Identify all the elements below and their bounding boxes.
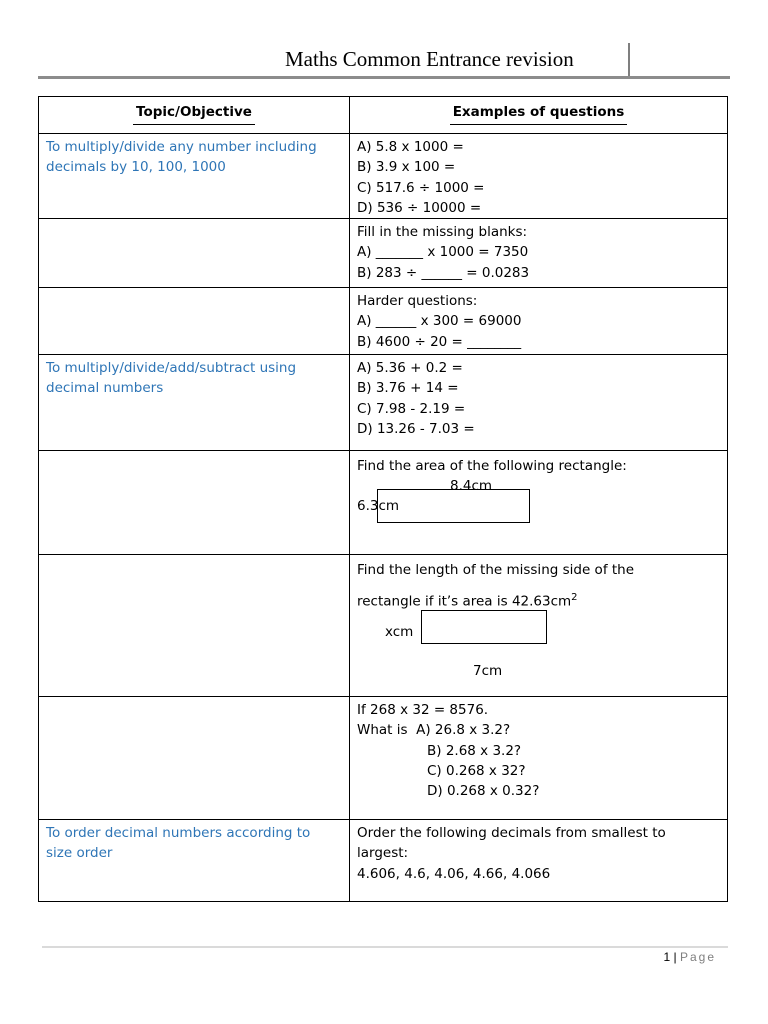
- page-number: 1: [663, 950, 671, 964]
- topic-cell: [39, 219, 350, 288]
- topic-cell: [39, 451, 350, 555]
- topic-cell: [39, 355, 350, 451]
- page-footer: [663, 950, 716, 964]
- question-line: D) 13.26 - 7.03 =: [357, 421, 475, 438]
- topic-cell: [39, 134, 350, 219]
- topic-cell: [39, 820, 350, 902]
- question-line: Order the following decimals from smallest to: [357, 825, 666, 842]
- question-line: B) 283 ÷ ______ = 0.0283: [357, 264, 530, 281]
- question-line: B) 3.76 + 14 =: [357, 380, 459, 397]
- question-line: largest:: [357, 845, 409, 862]
- question-line: A) 5.8 x 1000 =: [357, 139, 464, 155]
- topic-text: decimal numbers: [46, 380, 164, 397]
- table-row: [39, 288, 728, 355]
- table-row: [39, 555, 728, 697]
- superscript-squared: 2: [571, 592, 578, 604]
- question-line: C) 0.268 x 32?: [427, 763, 526, 780]
- footer-separator: |: [673, 950, 677, 964]
- table-row: [39, 355, 728, 451]
- header-divider: [628, 43, 630, 77]
- questions-cell: [350, 555, 728, 697]
- rectangle-diagram: [421, 610, 547, 644]
- topic-text: To order decimal numbers according to: [46, 825, 311, 842]
- question-line: Find the length of the missing side of the: [357, 562, 635, 579]
- question-line: Harder questions:: [357, 293, 478, 310]
- questions-cell: [350, 820, 728, 902]
- topic-text: decimals by 10, 100, 1000: [46, 159, 226, 176]
- rectangle-width-label: 7cm: [473, 663, 503, 680]
- questions-cell: [350, 355, 728, 451]
- document-title: Maths Common Entrance revision: [285, 47, 574, 71]
- question-line: Fill in the missing blanks:: [357, 224, 528, 241]
- table-row: [39, 134, 728, 219]
- page-label: Page: [679, 950, 716, 964]
- question-line: If 268 x 32 = 8576.: [357, 702, 489, 719]
- revision-table: [38, 96, 728, 902]
- question-line: D) 0.268 x 0.32?: [427, 783, 540, 800]
- question-line: C) 517.6 ÷ 1000 =: [357, 179, 485, 196]
- question-line: A) ______ x 300 = 69000: [357, 313, 522, 330]
- question-line: A) _______ x 1000 = 7350: [357, 244, 529, 261]
- question-line: B) 2.68 x 3.2?: [427, 742, 522, 759]
- rectangle-width-label: 8.4cm: [450, 478, 493, 495]
- questions-cell: [350, 697, 728, 820]
- question-line: A) 5.36 + 0.2 =: [357, 360, 463, 377]
- question-line: Find the area of the following rectangle:: [357, 458, 627, 475]
- question-line: rectangle if it’s area is $42.63cm^2$: [357, 592, 578, 610]
- rectangle-diagram: [377, 489, 530, 523]
- question-line: What is A) 26.8 x 3.2?: [357, 722, 511, 739]
- questions-cell: [350, 288, 728, 355]
- rectangle-height-label: xcm: [385, 624, 414, 641]
- topic-text: To multiply/divide/add/subtract using: [46, 360, 297, 377]
- rectangle-height-label: 6.3cm: [357, 498, 400, 515]
- question-line: B) 4600 ÷ 20 = ________: [357, 333, 522, 350]
- table-row: [39, 451, 728, 555]
- column-header-examples: Examples of questions: [350, 97, 728, 134]
- topic-cell: [39, 555, 350, 697]
- topic-cell: [39, 697, 350, 820]
- question-line: C) 7.98 - 2.19 =: [357, 400, 466, 417]
- table-row: [39, 697, 728, 820]
- column-header-topic: Topic/Objective: [39, 97, 350, 134]
- question-line: B) 3.9 x 100 =: [357, 159, 456, 176]
- topic-text: To multiply/divide any number including: [46, 139, 317, 155]
- table-header-row: [39, 97, 728, 134]
- questions-cell: [350, 451, 728, 555]
- topic-text: size order: [46, 845, 113, 862]
- questions-cell: [350, 134, 728, 219]
- topic-cell: [39, 288, 350, 355]
- table-row: [39, 219, 728, 288]
- question-line: D) 536 ÷ 10000 =: [357, 199, 482, 216]
- footer-rule: [42, 946, 728, 948]
- header-rule: [38, 76, 730, 79]
- questions-cell: [350, 219, 728, 288]
- question-line: 4.606, 4.6, 4.06, 4.66, 4.066: [357, 865, 551, 882]
- table-row: [39, 820, 728, 902]
